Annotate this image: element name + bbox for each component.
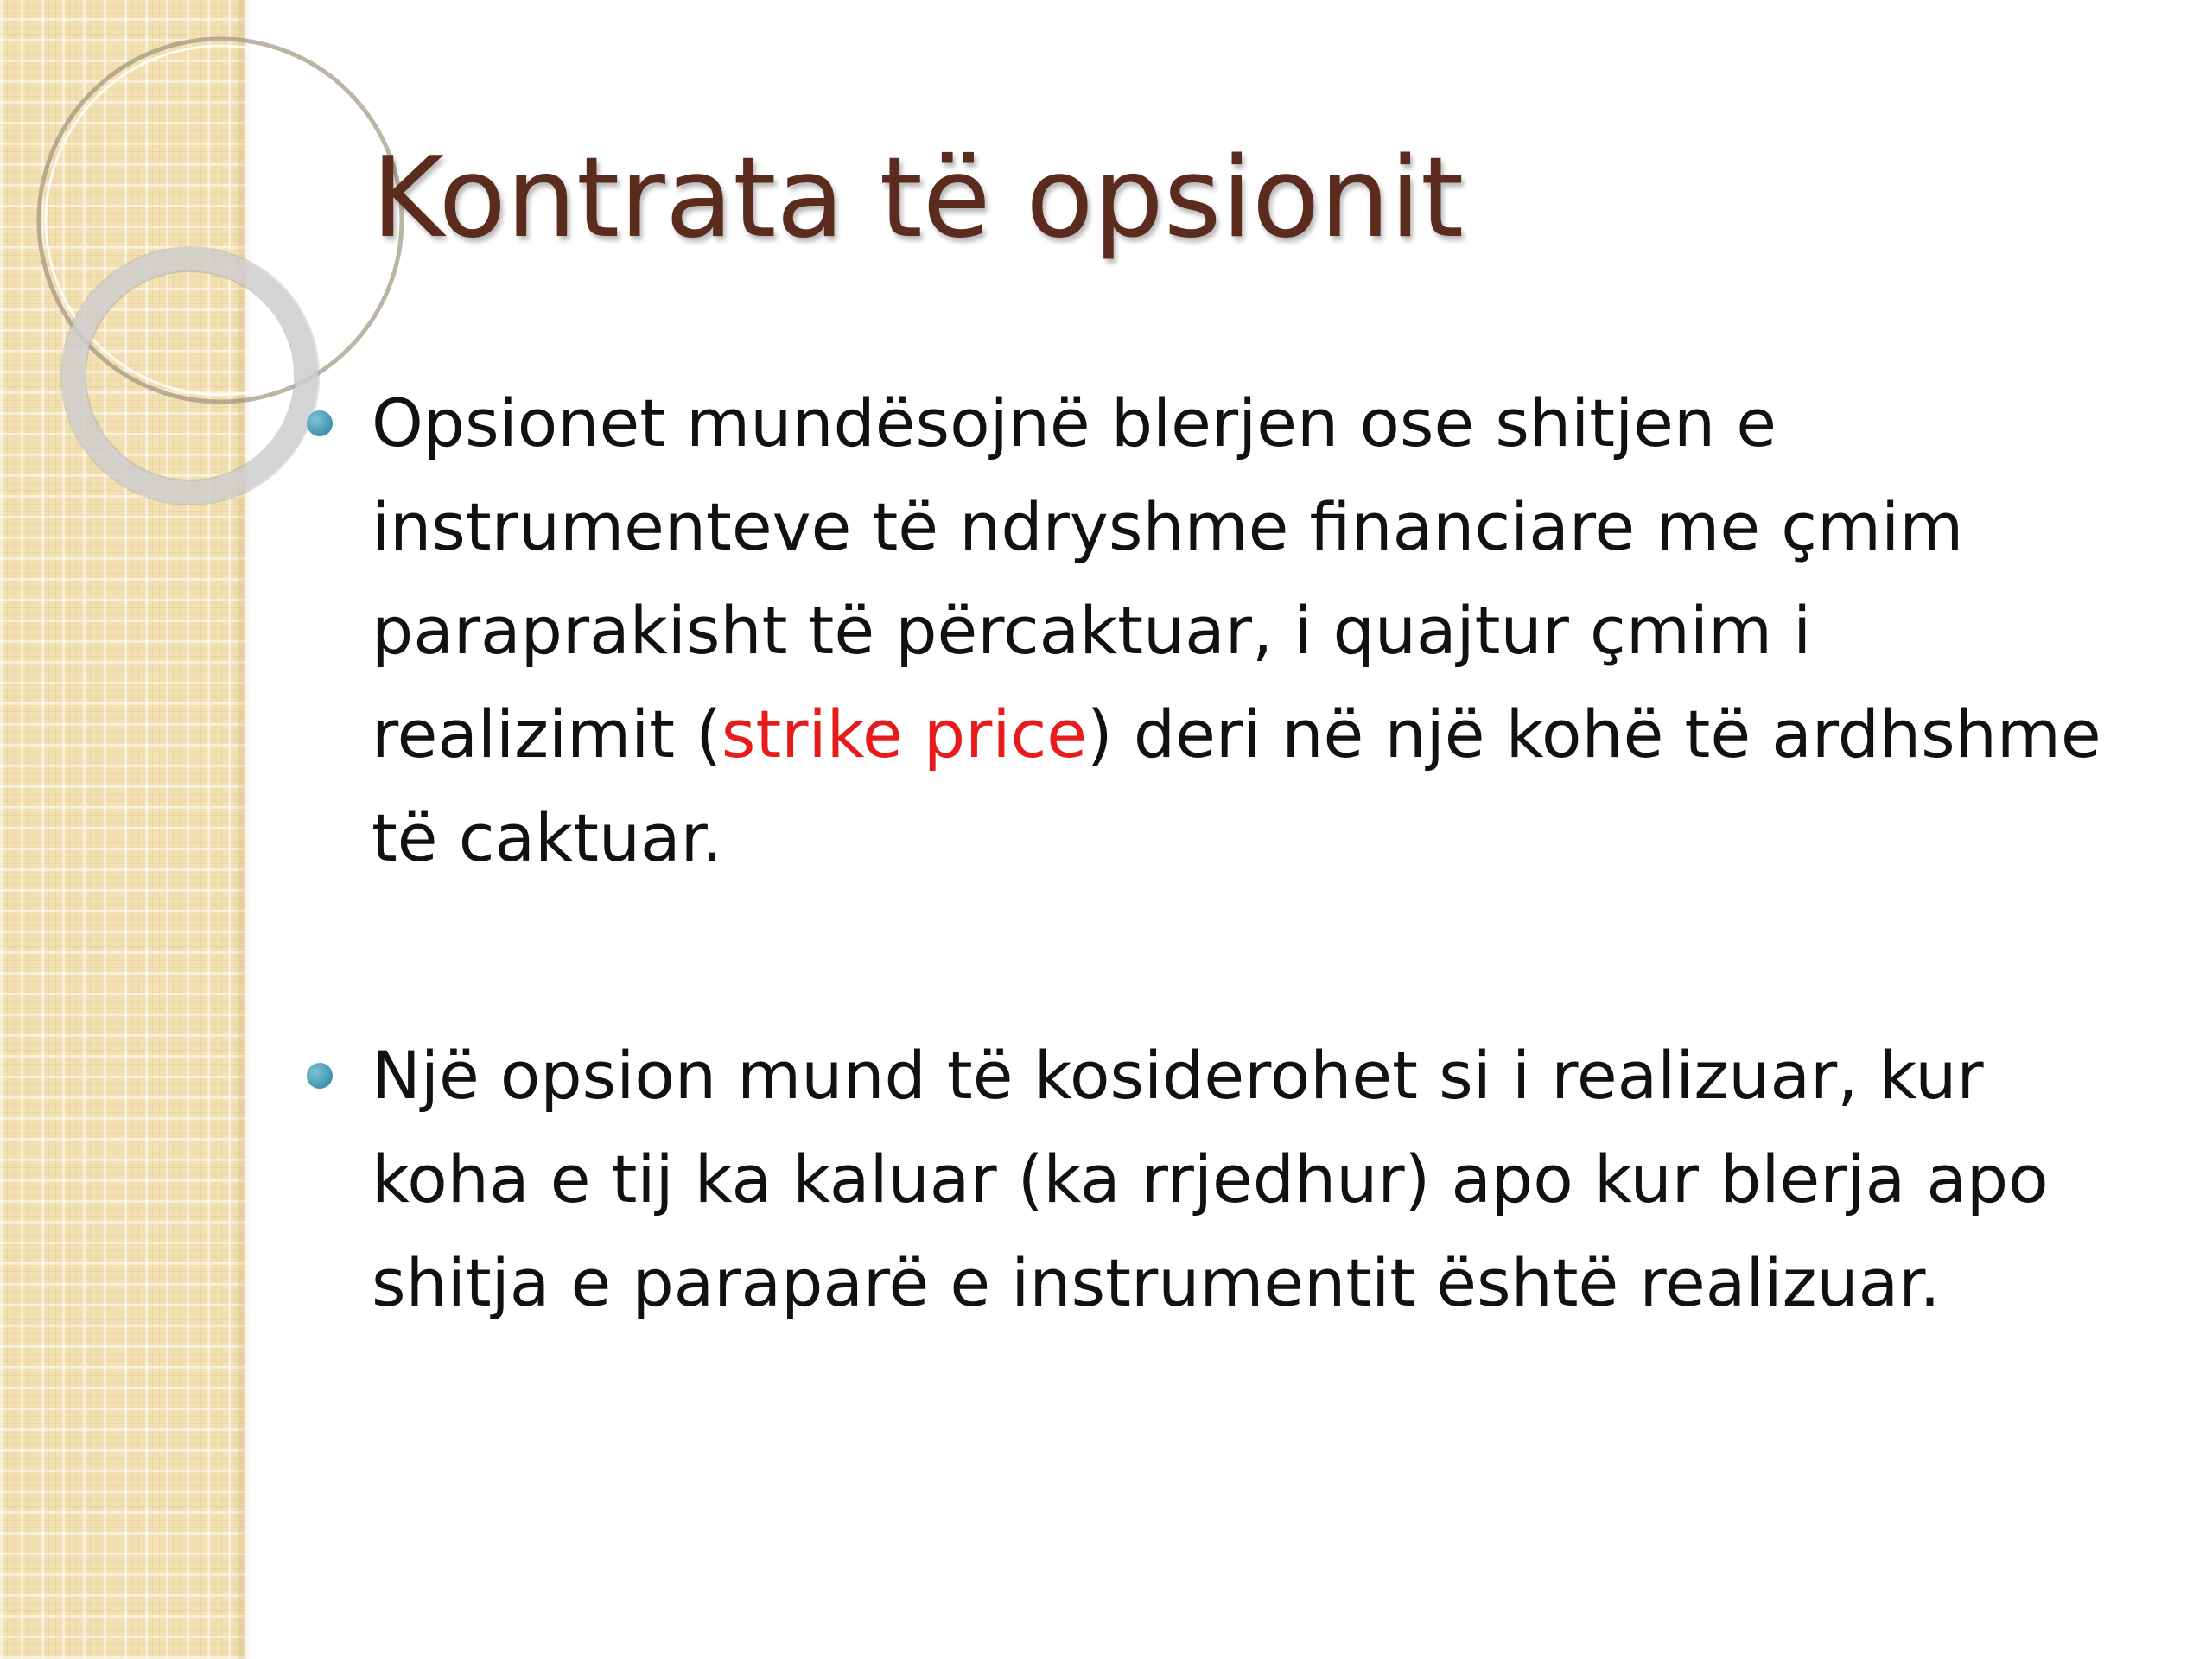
bullet-list <box>372 372 2134 1335</box>
small-ring <box>73 259 307 493</box>
bullet-2-text: Një opsion mund të kosiderohet si i realizuar, kur koha e tij ka kaluar (ka rrjedhur) apo kur blerja apo shitja e paraparë e instrumentit është realizuar. <box>372 1037 2049 1321</box>
slide-title: Kontrata të opsionit <box>372 134 1465 263</box>
large-ring <box>39 39 402 402</box>
bullet-item-realized-option <box>372 1024 2134 1335</box>
small-ring-inner-line <box>86 271 295 480</box>
bullet-dot-icon <box>307 410 333 436</box>
bullet-dot-icon <box>307 1063 333 1089</box>
bullet-1-text-after: ) deri në një kohë të ardhshme të caktuar. <box>372 696 2101 876</box>
bullet-item-strike-price <box>372 372 2134 890</box>
bullet-1-text-before: Opsionet mundësojnë blerjen ose shitjen e instrumenteve të ndryshme financiare me çmim paraprakisht të përcaktuar, i quajtur çmim i realizimit ( <box>372 385 1964 772</box>
strike-price-highlight: strike price <box>721 696 1088 772</box>
large-ring-highlight <box>46 46 395 395</box>
